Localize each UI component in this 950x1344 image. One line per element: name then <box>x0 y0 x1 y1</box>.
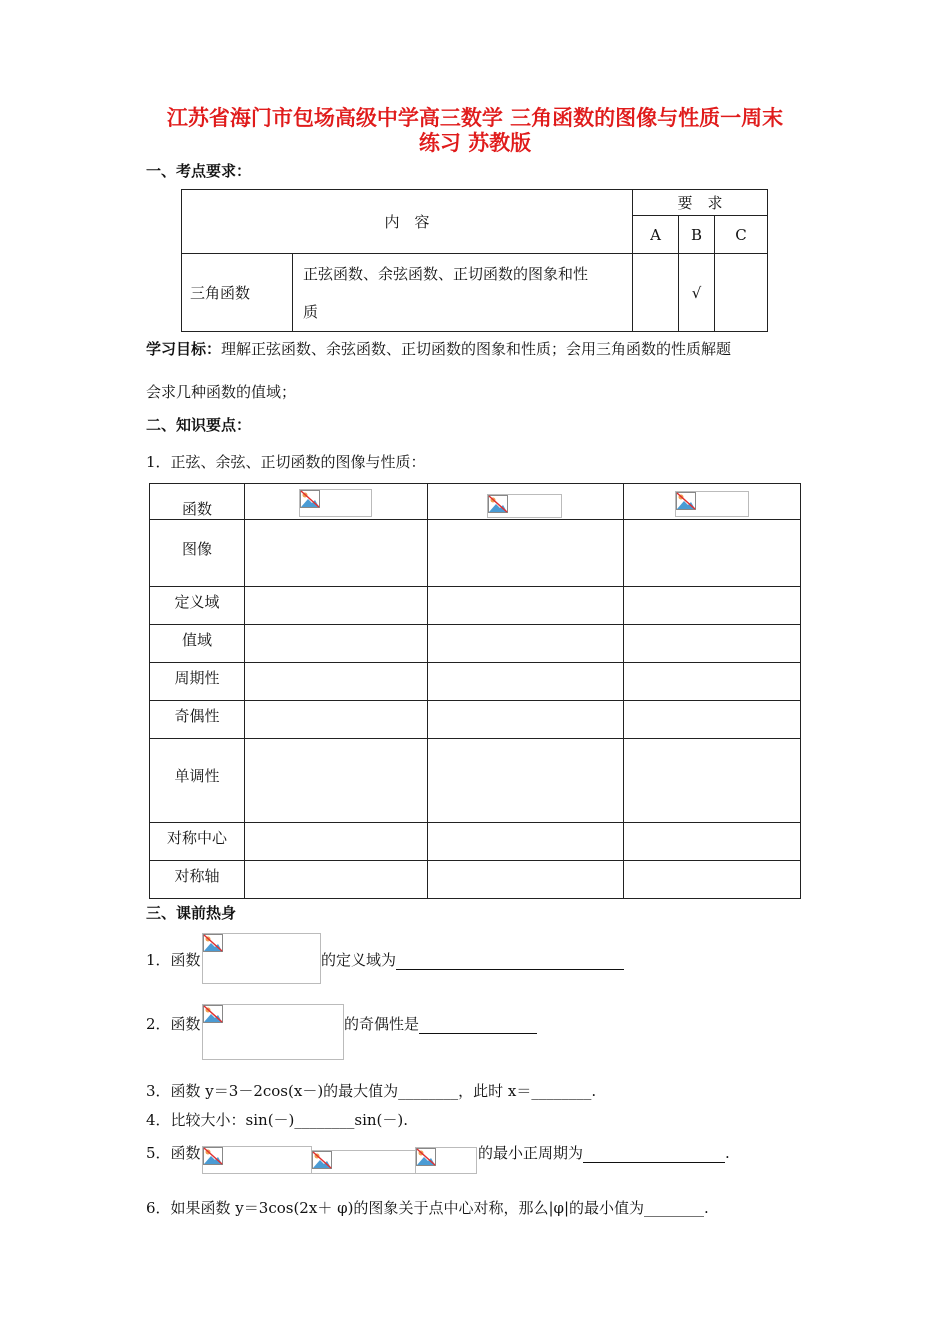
knowledge-item1: 1．正弦、余弦、正切函数的图像与性质： <box>146 453 426 471</box>
row-label-parity: 奇偶性 <box>150 701 245 739</box>
cell-a <box>633 254 679 332</box>
question1-text: 的定义域为 <box>321 951 397 969</box>
description-line2: 质 <box>303 302 319 321</box>
question5-prefix: 5．函数 <box>146 1144 201 1162</box>
broken-image-icon <box>416 1148 436 1166</box>
document-title-line1: 江苏省海门市包场高级中学高三数学 三角函数的图像与性质一周末 <box>166 106 784 130</box>
row-label-function: 函数 <box>150 484 245 520</box>
requirements-table <box>181 189 768 332</box>
goal-label: 学习目标： <box>146 340 222 358</box>
question1-prefix: 1．函数 <box>146 951 201 969</box>
broken-image-icon <box>203 1147 223 1165</box>
question5-end: . <box>725 1144 730 1162</box>
question1-formula-image <box>202 933 321 984</box>
cell-c <box>715 254 768 332</box>
broken-image-icon <box>203 934 223 952</box>
level-b: B <box>679 216 715 254</box>
broken-image-icon <box>300 490 320 508</box>
topic-description <box>293 254 633 332</box>
row-label-graph: 图像 <box>150 520 245 587</box>
question1-answer-blank[interactable] <box>396 954 624 970</box>
section2-heading: 二、知识要点： <box>146 416 252 434</box>
cell-b-check: √ <box>679 254 715 332</box>
question5-formula-image-2 <box>311 1150 416 1174</box>
level-a: A <box>633 216 679 254</box>
document-title-line2: 练习 苏教版 <box>418 131 532 155</box>
cos-formula-image <box>487 494 562 518</box>
topic-cell: 三角函数 <box>182 254 293 332</box>
question2-formula-image <box>202 1004 344 1060</box>
broken-image-icon <box>312 1151 332 1169</box>
row-label-domain: 定义域 <box>150 587 245 625</box>
goal-text2: 会求几种函数的值域； <box>146 383 297 401</box>
section1-heading: 一、考点要求： <box>146 162 252 180</box>
row-label-symmetry-center: 对称中心 <box>150 823 245 861</box>
content-header: 内 容 <box>182 190 633 254</box>
row-label-range: 值域 <box>150 625 245 663</box>
requirement-header: 要 求 <box>633 190 768 216</box>
description-line1: 正弦函数、余弦函数、正切函数的图象和性 <box>303 264 589 283</box>
function-properties-table <box>149 483 801 899</box>
question5-answer-blank[interactable] <box>583 1147 725 1163</box>
level-c: C <box>715 216 768 254</box>
row-label-period: 周期性 <box>150 663 245 701</box>
goal-text1: 理解正弦函数、余弦函数、正切函数的图象和性质；会用三角函数的性质解题 <box>221 340 732 358</box>
question5-formula-image-1 <box>202 1146 312 1174</box>
section3-heading: 三、课前热身 <box>146 904 237 922</box>
question6: 6．如果函数 y＝3cos(2x＋ φ)的图象关于点中心对称，那么|φ|的最小值为________. <box>146 1199 709 1217</box>
question5-formula-image-3 <box>415 1147 477 1174</box>
question4: 4．比较大小：sin(－)________sin(－). <box>146 1111 409 1129</box>
question2 <box>344 1013 537 1034</box>
question2-answer-blank[interactable] <box>419 1018 537 1034</box>
question2-prefix: 2．函数 <box>146 1015 201 1033</box>
broken-image-icon <box>203 1005 223 1023</box>
question5 <box>478 1142 730 1163</box>
question3: 3．函数 y＝3－2cos(x－)的最大值为________，此时 x＝________. <box>146 1082 597 1100</box>
question5-text: 的最小正周期为 <box>478 1144 584 1162</box>
broken-image-icon <box>676 492 696 510</box>
sin-formula-image <box>299 489 372 517</box>
learning-goal <box>146 338 731 359</box>
tan-formula-image <box>675 491 749 517</box>
row-label-symmetry-axis: 对称轴 <box>150 861 245 899</box>
row-label-monotonicity: 单调性 <box>150 739 245 823</box>
question1 <box>321 949 624 970</box>
broken-image-icon <box>488 495 508 513</box>
question2-text: 的奇偶性是 <box>344 1015 420 1033</box>
